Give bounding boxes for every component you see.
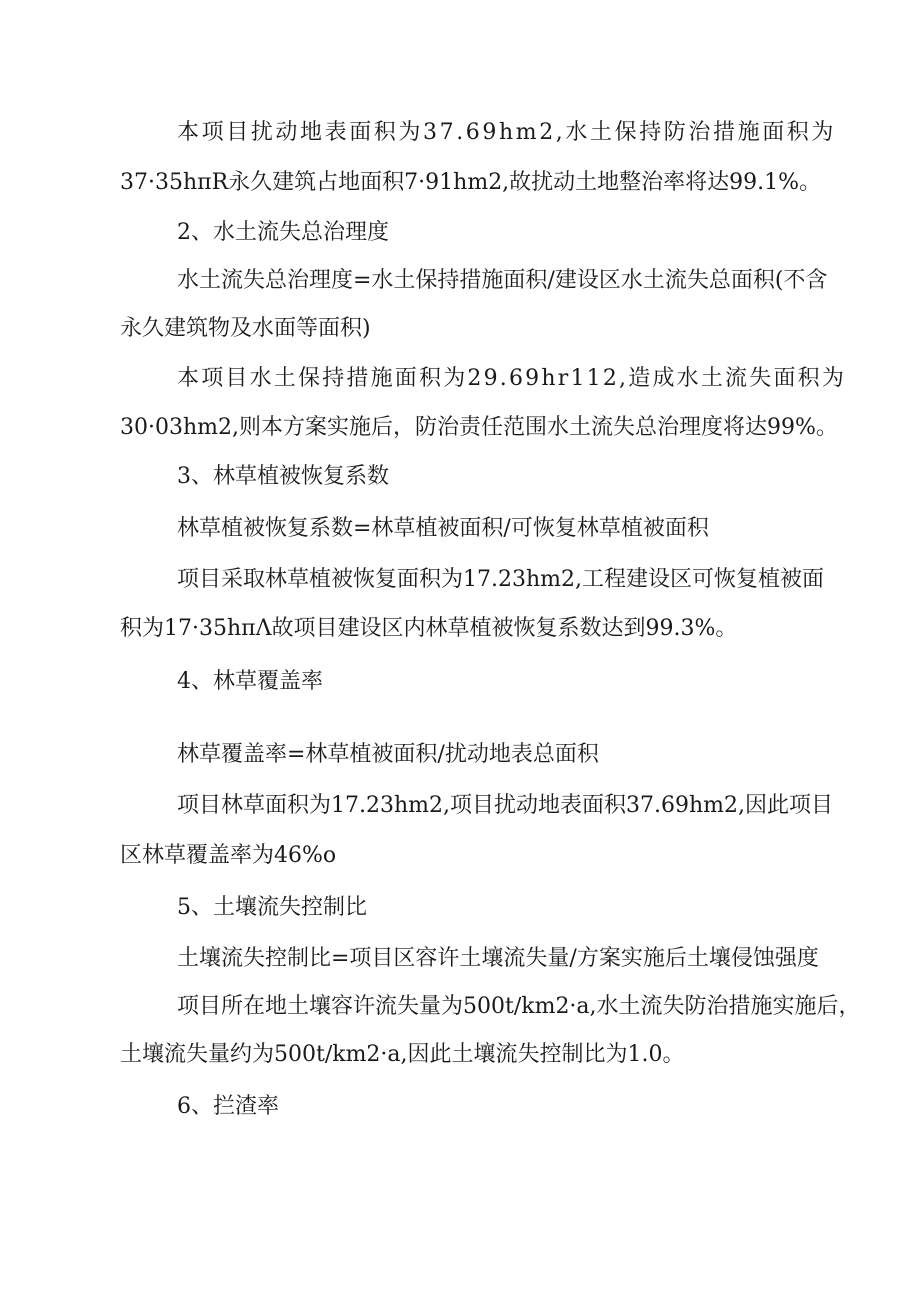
- section-heading-2: 2、水土流失总治理度: [177, 220, 389, 245]
- paragraph-line: 永久建筑物及水面等面积): [120, 316, 371, 341]
- paragraph-line: 30·03hm2,则本方案实施后，防治责任范围水土流失总治理度将达99%。: [120, 415, 838, 440]
- paragraph-line: 37·35hπR永久建筑占地面积7·91hm2,故扰动土地整治率将达99.1%。: [120, 170, 822, 195]
- section-heading-3: 3、林草植被恢复系数: [177, 464, 389, 489]
- paragraph-line: 土壤流失量约为500t∕km2·a,因此土壤流失控制比为1.0。: [120, 1042, 685, 1067]
- formula-line: 林草植被恢复系数=林草植被面积/可恢复林草植被面积: [177, 516, 709, 541]
- paragraph-line: 项目所在地土壤容许流失量为500t∕km2·a,水土流失防治措施实施后，: [177, 994, 861, 1019]
- paragraph-line: 区林草覆盖率为46%o: [120, 843, 337, 868]
- paragraph-line: 项目采取林草植被恢复面积为17.23hm2,工程建设区可恢复植被面: [177, 567, 825, 592]
- formula-line: 水土流失总治理度=水土保持措施面积/建设区水土流失总面积(不含: [177, 268, 828, 293]
- paragraph-line: 项目林草面积为17.23hm2,项目扰动地表面积37.69hm2,因此项目: [177, 793, 834, 818]
- paragraph-line: 本项目扰动地表面积为37.69hm2,水土保持防治措施面积为: [177, 120, 837, 145]
- formula-line: 土壤流失控制比=项目区容许土壤流失量/方案实施后土壤侵蚀强度: [177, 946, 819, 971]
- section-heading-6: 6、拦渣率: [177, 1094, 279, 1119]
- paragraph-line: 本项目水土保持措施面积为29.69hr112,造成水土流失面积为: [177, 366, 847, 391]
- section-heading-5: 5、土壤流失控制比: [177, 895, 367, 920]
- section-heading-4: 4、林草覆盖率: [177, 669, 323, 694]
- paragraph-line: 积为17·35hπΛ故项目建设区内林草植被恢复系数达到99.3%。: [120, 616, 738, 641]
- formula-line: 林草覆盖率=林草植被面积/扰动地表总面积: [177, 742, 599, 767]
